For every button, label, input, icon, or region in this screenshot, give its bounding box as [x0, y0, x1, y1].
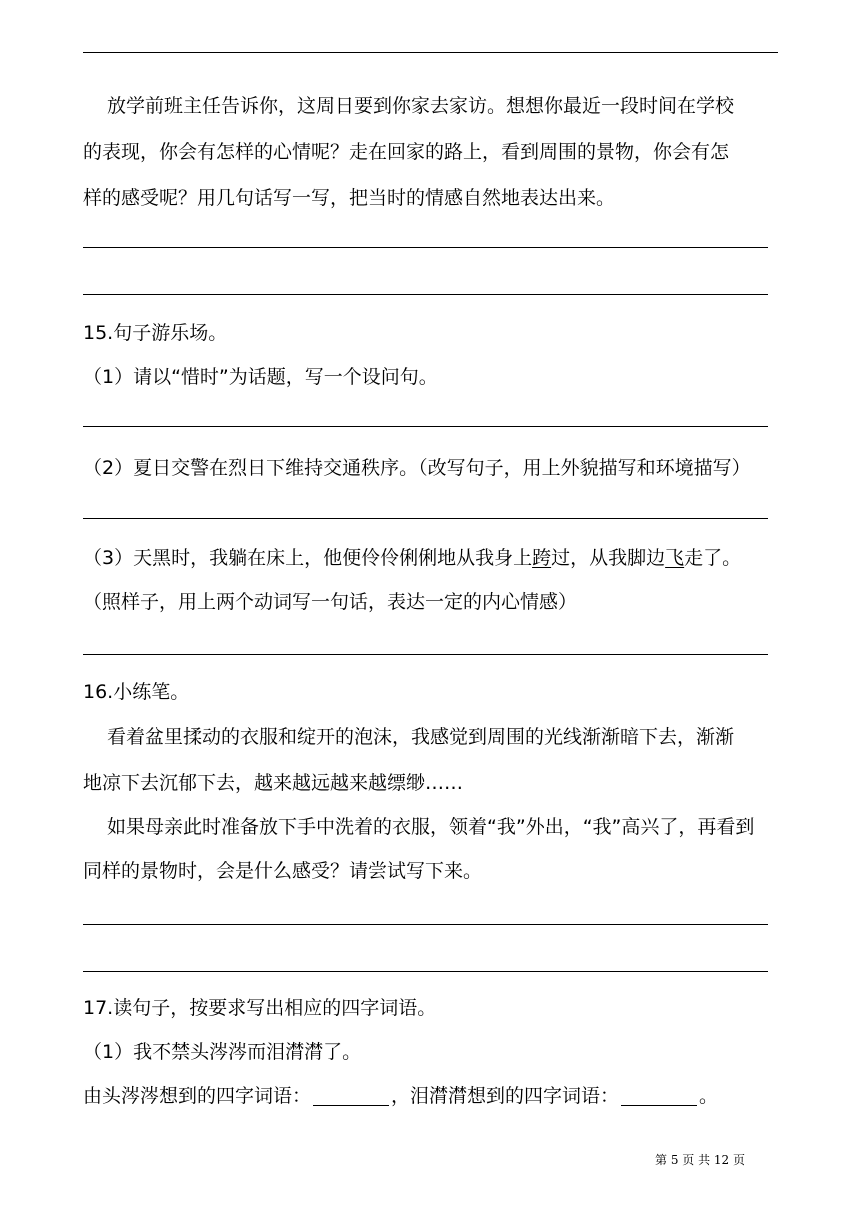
answer-line[interactable] — [83, 654, 768, 655]
q16-title: 16.小练笔。 — [83, 681, 190, 703]
underlined-verb: 跨 — [532, 547, 552, 569]
intro-line-3: 样的感受呢？用几句话写一写，把当时的情感自然地表达出来。 — [83, 187, 616, 209]
fill-blank[interactable] — [621, 1086, 697, 1106]
answer-line[interactable] — [83, 924, 768, 925]
answer-line[interactable] — [83, 971, 768, 972]
q17-part-2-text: 由头涔涔想到的四字词语： — [83, 1085, 312, 1107]
q15-part-3-text: 走了。 — [684, 547, 742, 569]
q17-part-2-text: ，泪潸潸想到的四字词语： — [391, 1085, 620, 1107]
q15-part-3-text: （3）天黑时，我躺在床上，他便伶伶俐俐地从我身上 — [83, 547, 533, 569]
answer-line[interactable] — [83, 247, 768, 248]
fill-blank[interactable] — [313, 1086, 389, 1106]
intro-line-1: 放学前班主任告诉你，这周日要到你家去家访。想想你最近一段时间在学校 — [107, 95, 735, 117]
underlined-verb: 飞 — [665, 547, 685, 569]
q15-title: 15.句子游乐场。 — [83, 322, 228, 344]
q17-part-2-text: 。 — [699, 1085, 719, 1107]
q17-title: 17.读句子，按要求写出相应的四字词语。 — [83, 997, 437, 1019]
q16-para-1-line-1: 看着盆里揉动的衣服和绽开的泡沫，我感觉到周围的光线渐渐暗下去，渐渐 — [107, 726, 735, 748]
q15-part-3-text: 过，从我脚边 — [551, 547, 666, 569]
q16-para-1-line-2: 地凉下去沉郁下去，越来越远越来越缥缈…… — [83, 772, 464, 794]
q17-part-2 — [83, 1084, 718, 1108]
q17-part-1: （1）我不禁头涔涔而泪潸潸了。 — [83, 1041, 362, 1063]
page-number: 第 5 页 共 12 页 — [655, 1153, 745, 1167]
q16-para-2-line-1: 如果母亲此时准备放下手中洗着的衣服，领着“我”外出，“我”高兴了，再看到 — [107, 816, 755, 838]
header-rule — [83, 52, 778, 53]
answer-line[interactable] — [83, 518, 768, 519]
q15-part-3-instruction: （照样子，用上两个动词写一句话，表达一定的内心情感） — [83, 591, 578, 613]
q16-para-2-line-2: 同样的景物时，会是什么感受？请尝试写下来。 — [83, 860, 483, 882]
q15-part-3 — [83, 546, 741, 570]
q15-part-2: （2）夏日交警在烈日下维持交通秩序。（改写句子，用上外貌描写和环境描写） — [83, 457, 751, 479]
intro-line-2: 的表现，你会有怎样的心情呢？走在回家的路上，看到周围的景物，你会有怎 — [83, 141, 730, 163]
answer-line[interactable] — [83, 426, 768, 427]
answer-line[interactable] — [83, 294, 768, 295]
q15-part-1: （1）请以“惜时”为话题，写一个设问句。 — [83, 366, 438, 388]
